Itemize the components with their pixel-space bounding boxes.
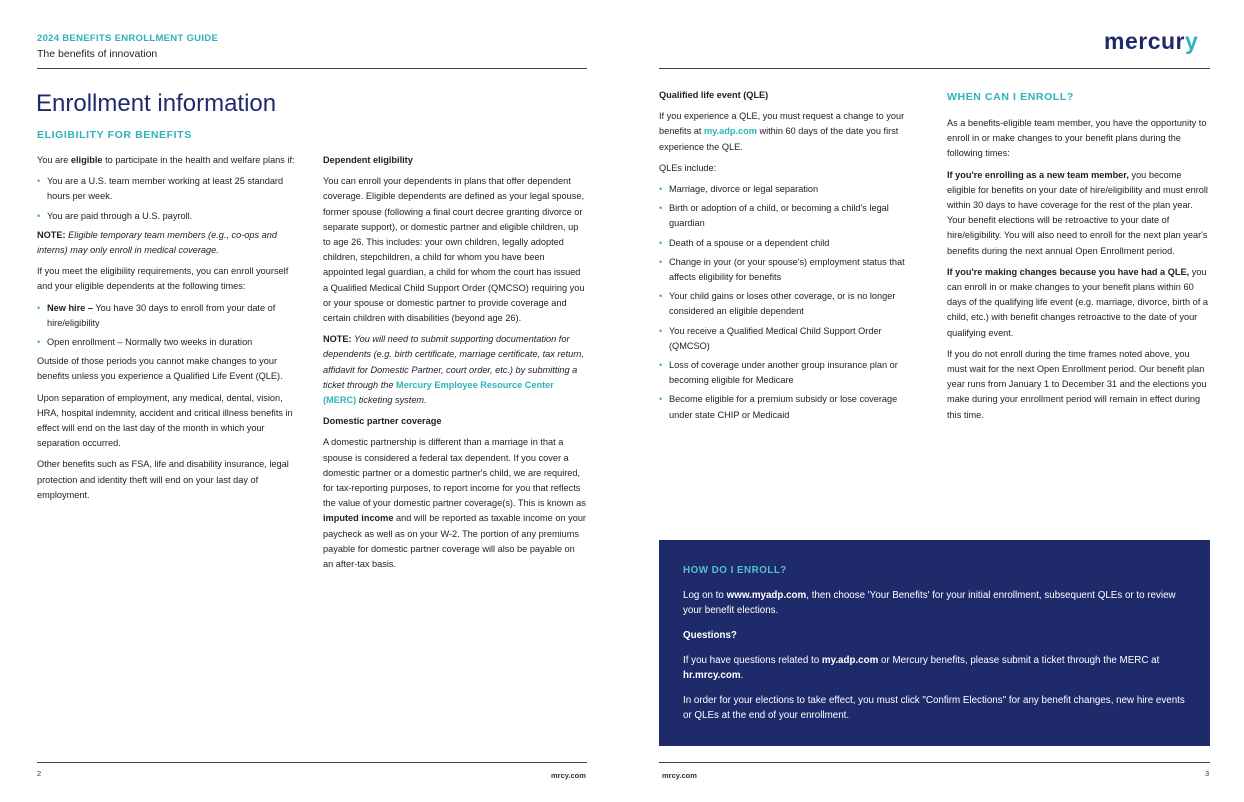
header-rule-left [37,68,587,69]
list-item: • You are a U.S. team member working at least 25 standard hours per week. [37,174,301,204]
footer-rule-left [37,762,587,763]
list-item: • New hire – You have 30 days to enroll from your date of hire/eligibility [37,301,301,331]
list-item: • Marriage, divorce or legal separation [659,182,917,197]
left-column-2 [323,153,587,578]
dependent-eligibility-heading: Dependent eligibility [323,155,413,165]
list-item: • Loss of coverage under another group insurance plan or becoming eligible for Medicare [659,358,917,388]
adp-link[interactable]: my.adp.com [703,126,757,137]
qle-includes: QLEs include: [659,162,717,173]
how-to-enroll-callout [659,540,1210,746]
eligible-intro: You are eligible to participate in the health and welfare plans if: [37,155,295,165]
list-item: • You are paid through a U.S. payroll. [37,209,301,224]
qle-intro: If you experience a QLE, you must request a change to your benefits at my.adp.com within 60 days of the date you first experience the QLE. [659,111,905,152]
list-item: • Open enrollment – Normally two weeks in duration [37,335,301,350]
right-column-1 [659,88,917,427]
footer-rule-right [659,762,1210,763]
temp-note: NOTE: Eligible temporary team members (e.g., co-ops and interns) may only enroll in medical coverage. [37,229,277,256]
page-number-left: 2 [37,769,42,778]
adp-callout-link[interactable]: my.adp.com [821,655,879,666]
page-number-right: 3 [1205,769,1210,778]
list-item: • Death of a spouse or a dependent child [659,236,917,251]
when-enroll-heading: WHEN CAN I ENROLL? [947,91,1074,103]
domestic-partner-text: A domestic partnership is different than a marriage in that a spouse is considered a federal tax dependent. If you cover a domestic partner or a domestic partner's child, we are required, for tax-reporting purposes, to report income for you that reflects the value of your domestic partner coverage(s). This is known as imputed income and will be reported as taxable income on your paycheck as well as on your W-2. The portion of any premiums payable for domestic partner coverage will also be payable on an after-tax basis. [323,437,586,570]
logon-text: Log on to www.myadp.com, then choose 'Your Benefits' for your initial enrollment, subsequent QLEs or to review your benefit elections. [683,590,1176,616]
outside-periods: Outside of those periods you cannot make changes to your benefits unless you experience a Qualified Life Event (QLE). [37,356,283,382]
qle-change-text: If you're making changes because you have had a QLE, you can enroll in or make changes to your benefit plans within 60 days of the qualifying life event (e.g. marriage, divorce, birth of a child, etc.) with benefit changes retroactive to the date of your qualifying event. [947,266,1208,338]
how-to-enroll-heading: HOW DO I ENROLL? [683,565,787,576]
footer-url-right[interactable]: mrcy.com [662,771,697,780]
enrollment-times-list [37,301,301,351]
meet-requirements: If you meet the eligibility requirements, you can enroll yourself and your eligible dependents at the following times: [37,266,289,292]
no-enroll-text: If you do not enroll during the time frames noted above, you must wait for the next Open Enrollment period. Our benefit plan year runs from January 1 to December 31 and the elections you make during your enrollment period will remain in effect during this time. [947,348,1207,420]
myadp-link[interactable]: www.myadp.com [726,590,807,601]
list-item: • Become eligible for a premium subsidy or lose coverage under state CHIP or Medicaid [659,392,917,422]
when-intro: As a benefits-eligible team member, you have the opportunity to enroll in or make changes to your benefit plans during the following times: [947,118,1207,159]
questions-heading: Questions? [683,630,737,641]
questions-text: If you have questions related to my.adp.com or Mercury benefits, please submit a ticket through the MERC at hr.mrcy.com. [683,655,1160,681]
other-benefits-text: Other benefits such as FSA, life and disability insurance, legal protection and identity theft will end on your last day of employment. [37,459,289,500]
left-column-1 [37,153,301,509]
footer-url-left[interactable]: mrcy.com [551,771,586,780]
eligibility-heading: ELIGIBILITY FOR BENEFITS [37,129,192,141]
domestic-partner-heading: Domestic partner coverage [323,416,442,427]
new-member-text: If you're enrolling as a new team member, you become eligible for benefits on your date of hire/eligibility and must enroll within 30 days to have coverage for the rest of the plan year. Your benefit elections will be retroactive to your date of hire/eligibility. You will also need to enroll for the next plan year's benefits during the next annual Open Enrollment period. [947,169,1208,256]
list-item: • Birth or adoption of a child, or becoming a child's legal guardian [659,201,917,231]
mercury-logo: mercury [1104,28,1199,54]
dependent-eligibility-text: You can enroll your dependents in plans that offer dependent coverage. Eligible dependents are defined as your legal spouse, former spouse (following a final court decree granting divorce or separate support), or domestic partner and eligible children, up to age 26. This includes: your own children, legally adopted children, stepchildren, a child for whom you have been appointed legal guardian, a child for whom the court has issued a Qualified Medical Child Support Order (QMCSO) requiring you or your spouse or domestic partner to provide coverage and certain children with disabilities (beyond age 26). [323,176,585,324]
guide-title: 2024 BENEFITS ENROLLMENT GUIDE [37,33,219,44]
separation-text: Upon separation of employment, any medical, dental, vision, HRA, hospital indemnity, accident and critical illness benefits in effect will end on the last day of the month in which your separation occurred. [37,392,293,449]
list-item: • Your child gains or loses other coverage, or is no longer considered an eligible dependent [659,289,917,319]
merc-link[interactable]: Mercury Employee Resource Center (MERC) [323,379,554,406]
documentation-note: NOTE: You will need to submit supporting documentation for dependents (e.g. birth certificate, marriage certificate, tax return, affidavit for Domestic Partner, court order, etc.) by submitting a ticket through the Mercury Employee Resource Center (MERC) ticketing system. [323,334,584,406]
guide-subtitle: The benefits of innovation [37,48,158,60]
eligibility-list [37,174,301,224]
hr-mrcy-link[interactable]: hr.mrcy.com [683,670,741,681]
qle-list [659,182,917,423]
header-rule-right [659,68,1210,69]
list-item: • You receive a Qualified Medical Child Support Order (QMCSO) [659,324,917,354]
page-title: Enrollment information [36,90,277,117]
qle-heading: Qualified life event (QLE) [659,90,769,100]
right-column-2 [947,116,1210,429]
confirm-elections-text: In order for your elections to take effect, you must click "Confirm Elections" for any benefit changes, new hire events or QLEs at the end of your enrollment. [683,695,1185,721]
list-item: • Change in your (or your spouse's) employment status that affects eligibility for benefits [659,255,917,285]
